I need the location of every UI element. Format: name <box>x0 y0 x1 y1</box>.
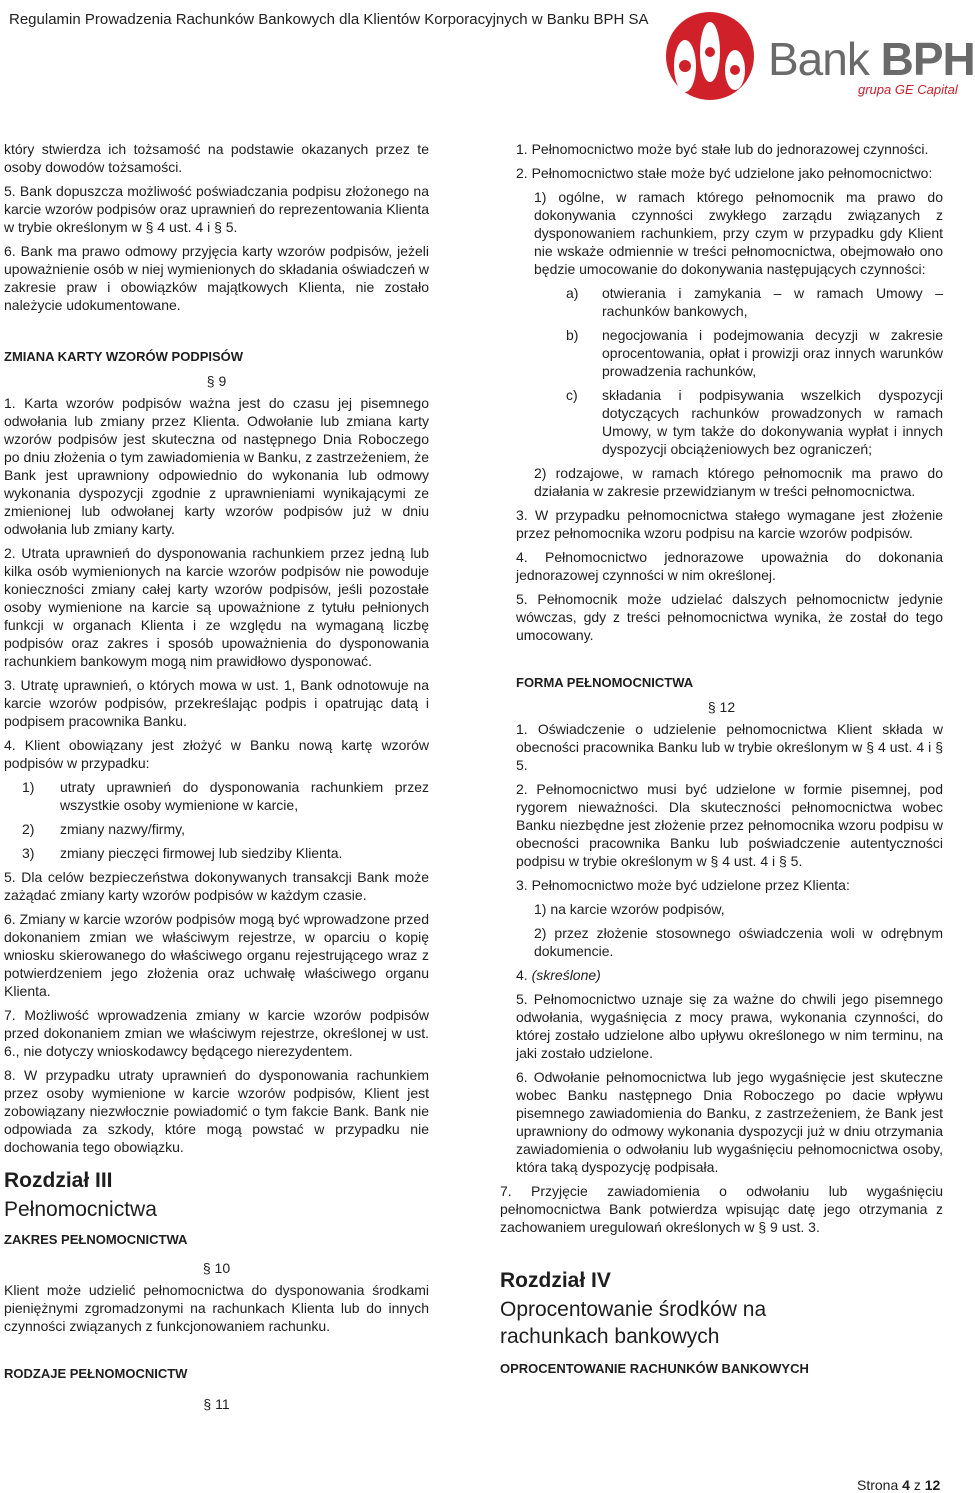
section-heading: ZMIANA KARTY WZORÓW PODPISÓW <box>4 349 244 364</box>
paragraph: 5. Bank dopuszcza możliwość poświadczania podpisu złożonego na karcie wzorów podpisów oraz uprawnień do reprezentowania Klienta w trybie określonym w § 4 ust. 4 i § 5. <box>4 183 429 235</box>
paragraph: 4. Pełnomocnictwo jednorazowe upoważnia do dokonania jednorazowej czynności w nim określonej. <box>516 549 943 583</box>
paragraph: 7. Możliwość wprowadzenia zmiany w karcie wzorów podpisów przed dokonaniem zmian we właściwym rejestrze, określonej w ust. 6., nie dotyczy wnioskodawcy będącego nierezydentem. <box>4 1007 429 1059</box>
paragraph: 3. W przypadku pełnomocnictwa stałego wymagane jest złożenie przez pełnomocnika wzoru podpisu na karcie wzorów podpisów. <box>516 507 943 541</box>
logo-wordmark: Bank BPH <box>768 33 975 85</box>
paragraph: 2) rodzajowe, w ramach którego pełnomocnik ma prawo do działania w zakresie przewidzianym w treści pełnomocnictwa. <box>534 465 943 499</box>
chapter-title: Rozdział IV <box>500 1269 611 1292</box>
paragraph: 7. Przyjęcie zawiadomienia o odwołaniu lub wygaśnięciu pełnomocnictwa Bank potwierdza wpisując datę jego otrzymania z zachowaniem uregulowań określonych w § 9 ust. 3. <box>500 1183 943 1235</box>
chapter-title: Rozdział III <box>4 1169 113 1192</box>
chapter-subtitle: rachunkach bankowych <box>500 1325 720 1348</box>
list-item: c) składania i podpisywania wszelkich dyspozycji dotyczących rachunków prowadzonych w ramach Umowy, w tym także do dokonywania wypłat i innych dyspozycji obciążeniowych bez ograniczeń; <box>566 387 943 457</box>
paragraph: 5. Dla celów bezpieczeństwa dokonywanych transakcji Bank może zażądać zmiany karty wzorów podpisów w każdym czasie. <box>4 869 429 903</box>
paragraph: 1. Pełnomocnictwo może być stałe lub do jednorazowej czynności. <box>516 141 929 157</box>
section-heading: OPROCENTOWANIE RACHUNKÓW BANKOWYCH <box>500 1361 809 1376</box>
paragraph: 2. Utrata uprawnień do dysponowania rachunkiem przez jedną lub kilka osób wymienionych na karcie wzorów podpisów nie powoduje konieczności zmiany całej karty wzorów podpisów, jeśli pozostałe osoby wymienione na karcie są upoważnione z tytułu pełnionych funkcji w organach Klienta i ze względu na wymaganą liczbę podpisów oraz zakres i sposób upoważnienia do dysponowania rachunkiem bankowym mogą nim prawidłowo dysponować. <box>4 545 429 669</box>
paragraph: 1) ogólne, w ramach którego pełnomocnik ma prawo do dokonywania czynności zwykłego zarządu związanych z dysponowaniem rachunkiem, przy czym w przypadku gdy Klient nie wskaże odmiennie w treści pełnomocnictwa, obejmowało ono będzie umocowanie do dokonywania następujących czynności: <box>534 189 943 277</box>
bank-logo <box>655 8 975 100</box>
page-number: Strona 4 z 12 <box>857 1477 941 1493</box>
logo-tagline: grupa GE Capital <box>858 82 958 97</box>
list-item: b) negocjowania i podejmowania decyzji w zakresie oprocentowania, opłat i prowizji oraz innych warunków prowadzenia rachunków, <box>566 327 943 379</box>
chapter-subtitle: Pełnomocnictwa <box>4 1198 157 1221</box>
chapter-subtitle: Oprocentowanie środków na <box>500 1298 767 1321</box>
paragraph: 2. Pełnomocnictwo musi być udzielone w formie pisemnej, pod rygorem nieważności. Dla skuteczności pełnomocnictwa wobec Banku niezbędne jest złożenie przez pełnomocnika wzoru podpisu w obecności pracownika Banku lub poświadczenie autentyczności podpisu w trybie określonym w § 4 ust. 4 i § 5. <box>516 781 943 869</box>
section-heading: FORMA PEŁNOMOCNICTWA <box>516 675 694 690</box>
list-item: 2) zmiany nazwy/firmy, <box>22 821 185 837</box>
paragraph-number: § 9 <box>206 373 227 389</box>
paragraph: 4. Klient obowiązany jest złożyć w Banku nową kartę wzorów podpisów w przypadku: <box>4 737 429 771</box>
paragraph: 5. Pełnomocnik może udzielać dalszych pełnomocnictw jedynie wówczas, gdy z treści pełnomocnictwa wynika, że został do tego umocowany. <box>516 591 943 643</box>
left-column <box>4 140 429 1413</box>
paragraph: który stwierdza ich tożsamość na podstawie okazanych przez te osoby dowodów tożsamości. <box>4 141 429 175</box>
list-item: 3) zmiany pieczęci firmowej lub siedziby Klienta. <box>22 845 343 861</box>
paragraph: 6. Odwołanie pełnomocnictwa lub jego wygaśnięcie jest skuteczne wobec Banku następnego Dnia Roboczego po dacie wpływu pisemnego zawiadomienia do Banku, z zastrzeżeniem, że Bank jest uprawniony do odmowy wykonania dyspozycji już w dniu otrzymania zawiadomienia o odwołaniu lub wygaśnięciu pełnomocnictwa osoby, która taką dyspozycję podpisała. <box>516 1069 943 1175</box>
paragraph: 3. Utratę uprawnień, o których mowa w ust. 1, Bank odnotowuje na karcie wzorów podpisów, przekreślając podpis i opatrując datą i podpisem pracownika Banku. <box>4 677 429 729</box>
paragraph-number: § 10 <box>202 1260 231 1276</box>
paragraph-number: § 11 <box>203 1396 230 1412</box>
section-heading: RODZAJE PEŁNOMOCNICTW <box>4 1366 188 1381</box>
paragraph: 3. Pełnomocnictwo może być udzielone przez Klienta: <box>516 877 850 893</box>
paragraph: 1. Karta wzorów podpisów ważna jest do czasu jej pisemnego odwołania lub zmiany przez Klienta. Odwołanie lub zmiana karty wzorów podpisów jest skuteczna od następnego Dnia Roboczego po dniu złożenia o tym zawiadomienia w Banku, z zastrzeżeniem, że Bank jest uprawniony odpowiednio do wykonania lub odmowy wykonania dyspozycji zgodnie z uprawnieniami wynikającymi ze zmienionej lub odwołanej karty wzorów podpisów już w dniu odwołania lub zmiany karty. <box>4 395 429 537</box>
paragraph-number: § 12 <box>707 699 736 715</box>
section-heading: ZAKRES PEŁNOMOCNICTWA <box>4 1232 188 1247</box>
paragraph: Klient może udzielić pełnomocnictwa do dysponowania środkami pieniężnymi zgromadzonymi na rachunkach Klienta lub do innych czynności związanych z funkcjonowaniem rachunku. <box>4 1282 429 1334</box>
paragraph: 4. (skreślone) <box>516 967 601 983</box>
paragraph: 8. W przypadku utraty uprawnień do dysponowania rachunkiem przez osoby wymienione w karcie wzorów podpisów, Klient jest zobowiązany niezwłocznie powiadomić o tym fakcie Bank. Bank nie odpowiada za szkody, które mogą powstać w przypadku nie dochowania tego obowiązku. <box>4 1067 429 1155</box>
list-item: a) otwierania i zamykania – w ramach Umowy – rachunków bankowych, <box>566 285 943 319</box>
paragraph: 5. Pełnomocnictwo uznaje się za ważne do chwili jego pisemnego odwołania, wygaśnięcia z mocy prawa, wykonania czynności, do której zostało udzielone albo upływu określonego w nim terminu, na jaki zostało udzielone. <box>516 991 943 1061</box>
paragraph: 1) na karcie wzorów podpisów, <box>534 901 725 917</box>
paragraph: 2) przez złożenie stosownego oświadczenia woli w odrębnym dokumencie. <box>534 925 943 959</box>
paragraph: 2. Pełnomocnictwo stałe może być udzielone jako pełnomocnictwo: <box>516 165 933 181</box>
logo-emblem-icon <box>655 8 770 100</box>
list-item: 1) utraty uprawnień do dysponowania rachunkiem przez wszystkie osoby wymienione w karcie, <box>22 779 429 813</box>
right-column <box>500 140 943 1378</box>
document-header-title: Regulamin Prowadzenia Rachunków Bankowych dla Klientów Korporacyjnych w Banku BPH SA <box>9 11 649 28</box>
paragraph: 1. Oświadczenie o udzielenie pełnomocnictwa Klient składa w obecności pracownika Banku lub w trybie określonym w § 4 ust. 4 i § 5. <box>516 721 943 773</box>
paragraph: 6. Bank ma prawo odmowy przyjęcia karty wzorów podpisów, jeżeli upoważnienie osób w niej wymienionych do składania oświadczeń w zakresie praw i obowiązków majątkowych Klienta, nie zostało należycie udokumentowane. <box>4 243 429 313</box>
paragraph: 6. Zmiany w karcie wzorów podpisów mogą być wprowadzone przed dokonaniem zmian we właściwym rejestrze, w oparciu o kopię wniosku skierowanego do właściwego organu rejestrującego wraz z potwierdzeniem jego złożenia oraz uchwałę właściwego organu Klienta. <box>4 911 429 999</box>
